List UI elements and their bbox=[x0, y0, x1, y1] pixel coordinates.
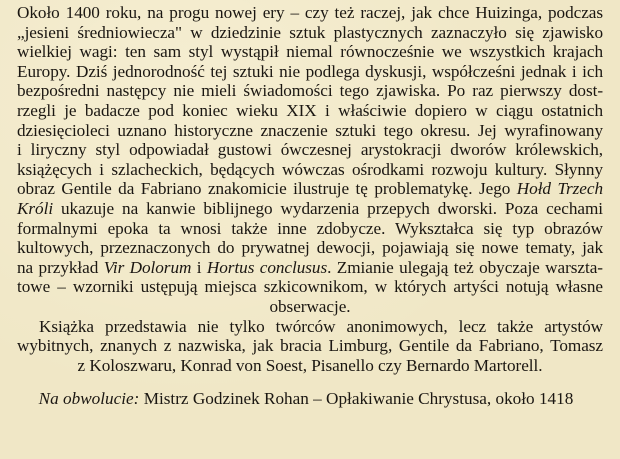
text-line: bezpośredni następcy nie mieli świadomości tego zjawiska. Po raz pierwszy dost- bbox=[17, 81, 603, 101]
text-line: z Koloszwaru, Konrad von Soest, Pisanello czy Bernardo Martorell. bbox=[77, 355, 543, 375]
text-line: Około 1400 roku, na progu nowej ery – czy też raczej, jak chce Huizinga, podczas bbox=[17, 3, 603, 22]
text-line: wielkiej wagi: ten sam styl wystąpił niemal równocześnie we wszystkich krajach bbox=[17, 42, 603, 62]
artwork-title: Króli bbox=[17, 198, 54, 218]
text-line: towe – wzorniki ustępują miejsca szkicownikom, w których artyści notują własne bbox=[17, 277, 603, 297]
paragraph-introduction bbox=[17, 3, 603, 317]
text-line: dziesięcioleci uznano historyczne znaczenie sztuki tego okresu. Jej wyrafinowany bbox=[17, 120, 603, 140]
text-line: książęcych i szlacheckich, będących wówczas ośrodkami rozwoju kultury. Słynny bbox=[17, 159, 603, 179]
text-run: obraz Gentile da Fabriano znakomicie ilustruje tę problematykę. Jego bbox=[17, 179, 517, 199]
spacer bbox=[17, 375, 603, 389]
text-line: obserwacje. bbox=[269, 296, 351, 316]
text-line bbox=[17, 199, 603, 219]
theme-title: Hortus conclusus bbox=[206, 257, 328, 277]
text-line: rzegli je badacze pod koniec wieku XIX i właściwie dopiero w ciągu ostatnich bbox=[17, 100, 603, 120]
text-run: i bbox=[191, 257, 207, 277]
cover-caption bbox=[17, 389, 603, 409]
text-line: i liryczny styl odpowiadał gustowi ówczesnej arystokracji dworów królewskich, bbox=[17, 140, 603, 160]
paragraph-summary bbox=[17, 317, 603, 376]
text-line bbox=[17, 258, 603, 278]
artwork-title: Hołd Trzech bbox=[516, 179, 604, 199]
caption-label: Na obwolucie: bbox=[38, 389, 140, 409]
theme-title: Vir Dolorum bbox=[103, 257, 192, 277]
text-line bbox=[17, 179, 603, 199]
text-line: Książka przedstawia nie tylko twórców anonimowych, lecz także artystów bbox=[39, 316, 603, 336]
text-run: . Zmianie ulegają też obyczaje warszta- bbox=[327, 257, 603, 277]
text-line: wybitnych, znanych z nazwiska, jak bracia Limburg, Gentile da Fabriano, Tomasz bbox=[17, 336, 603, 356]
text-line: „jesieni średniowiecza" w dziedzinie sztuk plastycznych zaznaczyło się zjawisko bbox=[17, 22, 603, 42]
text-run: ukazuje na kanwie biblijnego wydarzenia przepych dworski. Poza cechami bbox=[53, 198, 603, 218]
text-line: formalnymi epoka ta wnosi także inne zdobycze. Wykształca się typ obrazów bbox=[17, 218, 603, 238]
text-line: kultowych, przeznaczonych do prywatnej dewocji, pojawiają się nowe tematy, jak bbox=[17, 238, 603, 258]
caption-text: Mistrz Godzinek Rohan – Opłakiwanie Chrystusa, około 1418 bbox=[139, 389, 574, 409]
text-run: na przykład bbox=[17, 257, 104, 277]
text-line: Europy. Dziś jednorodność tej sztuki nie podlega dyskusji, współcześni jednak i ich bbox=[17, 61, 603, 81]
